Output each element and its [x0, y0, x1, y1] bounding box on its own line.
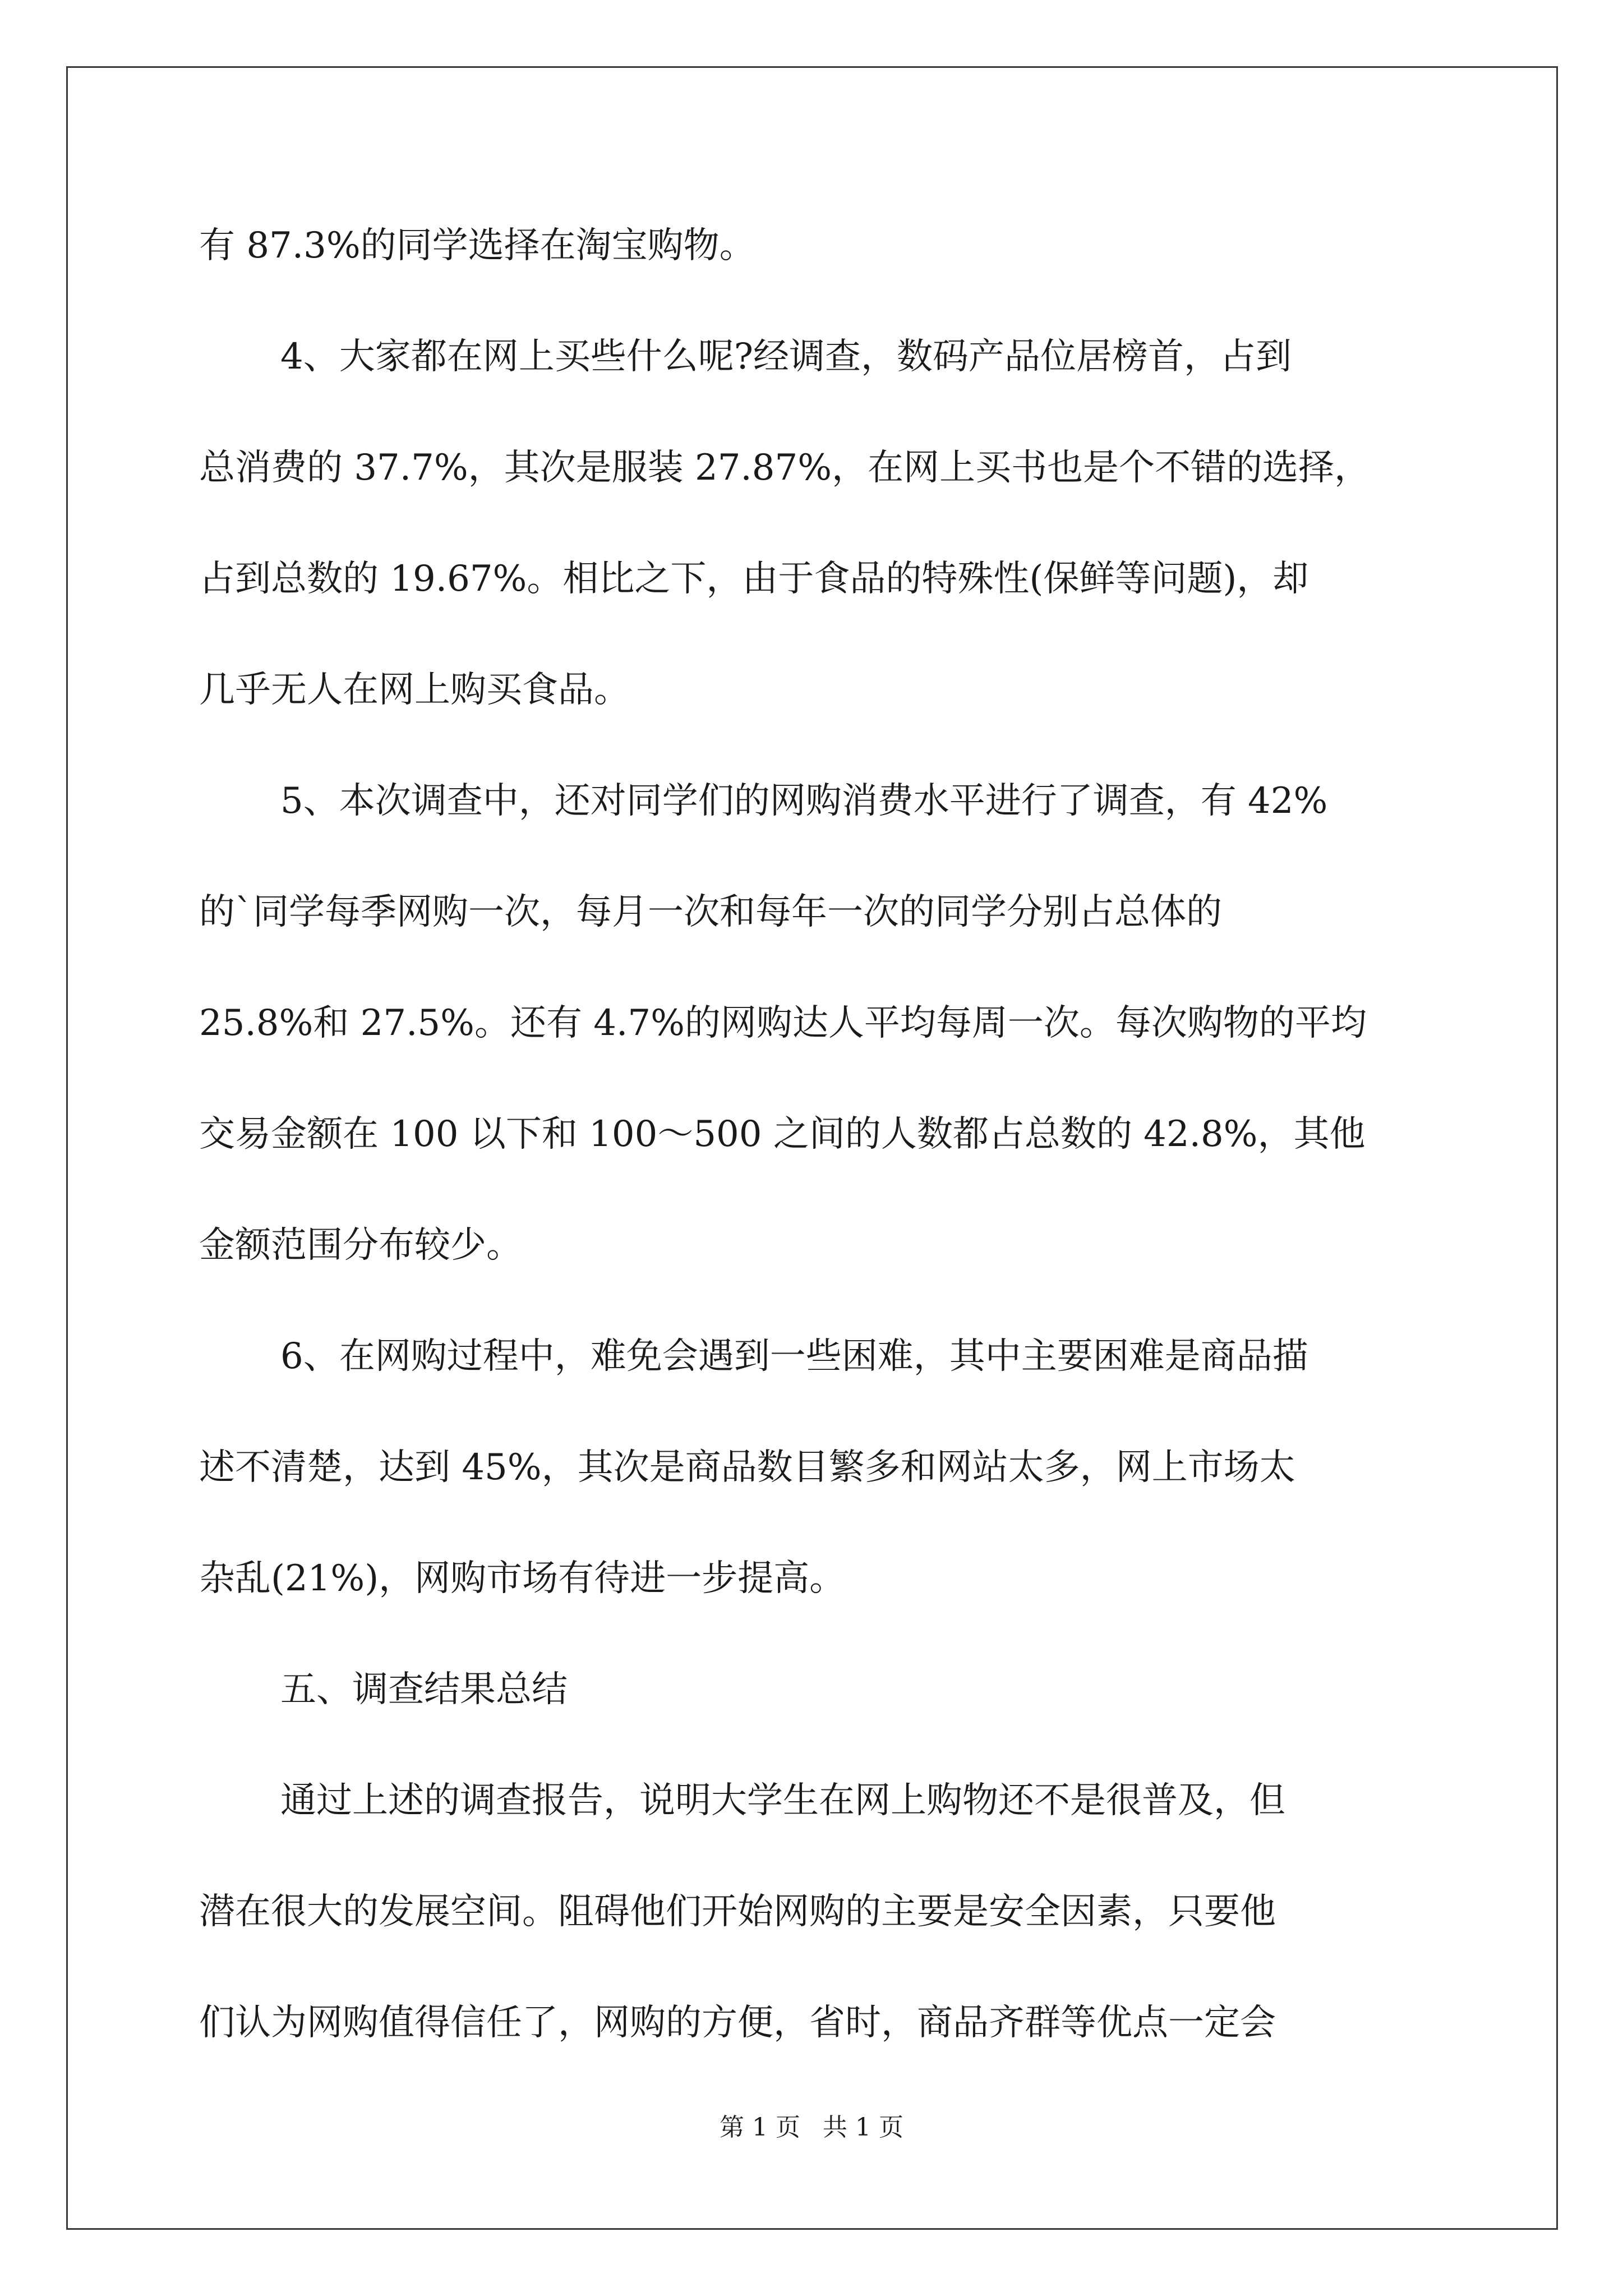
paragraph-line: 通过上述的调查报告，说明大学生在网上购物还不是很普及，但	[280, 1780, 1285, 1821]
page-footer	[0, 2111, 1623, 2145]
document-body	[199, 218, 1433, 2051]
paragraph-line: 的`同学每季网购一次，每月一次和每年一次的同学分别占总体的	[199, 891, 1222, 933]
paragraph-line: 5、本次调查中，还对同学们的网购消费水平进行了调查，有 42%	[280, 780, 1328, 822]
paragraph-line: 有 87.3%的同学选择在淘宝购物。	[199, 225, 755, 266]
paragraph-line: 杂乱(21%)，网购市场有待进一步提高。	[199, 1558, 846, 1599]
page-number: 第 1 页	[720, 2113, 800, 2142]
page-total: 共 1 页	[823, 2113, 903, 2142]
paragraph-line: 金额范围分布较少。	[199, 1225, 522, 1266]
paragraph-line: 几乎无人在网上购买食品。	[199, 669, 630, 711]
paragraph-line: 述不清楚，达到 45%，其次是商品数目繁多和网站太多，网上市场太	[199, 1447, 1295, 1488]
paragraph-line: 总消费的 37.7%，其次是服装 27.87%，在网上买书也是个不错的选择，	[199, 447, 1371, 489]
paragraph-line: 们认为网购值得信任了，网购的方便，省时，商品齐群等优点一定会	[199, 2002, 1276, 2044]
paragraph-line: 6、在网购过程中，难免会遇到一些困难，其中主要困难是商品描	[280, 1336, 1308, 1377]
paragraph-line: 25.8%和 27.5%。还有 4.7%的网购达人平均每周一次。每次购物的平均	[199, 1002, 1367, 1044]
paragraph-line: 占到总数的 19.67%。相比之下，由于食品的特殊性(保鲜等问题)，却	[199, 558, 1309, 600]
paragraph-line: 4、大家都在网上买些什么呢?经调查，数码产品位居榜首，占到	[280, 336, 1292, 378]
paragraph-line: 交易金额在 100 以下和 100～500 之间的人数都占总数的 42.8%，其他	[199, 1114, 1366, 1155]
section-heading: 五、调查结果总结	[280, 1669, 568, 1710]
paragraph-line: 潜在很大的发展空间。阻碍他们开始网购的主要是安全因素，只要他	[199, 1891, 1276, 1932]
